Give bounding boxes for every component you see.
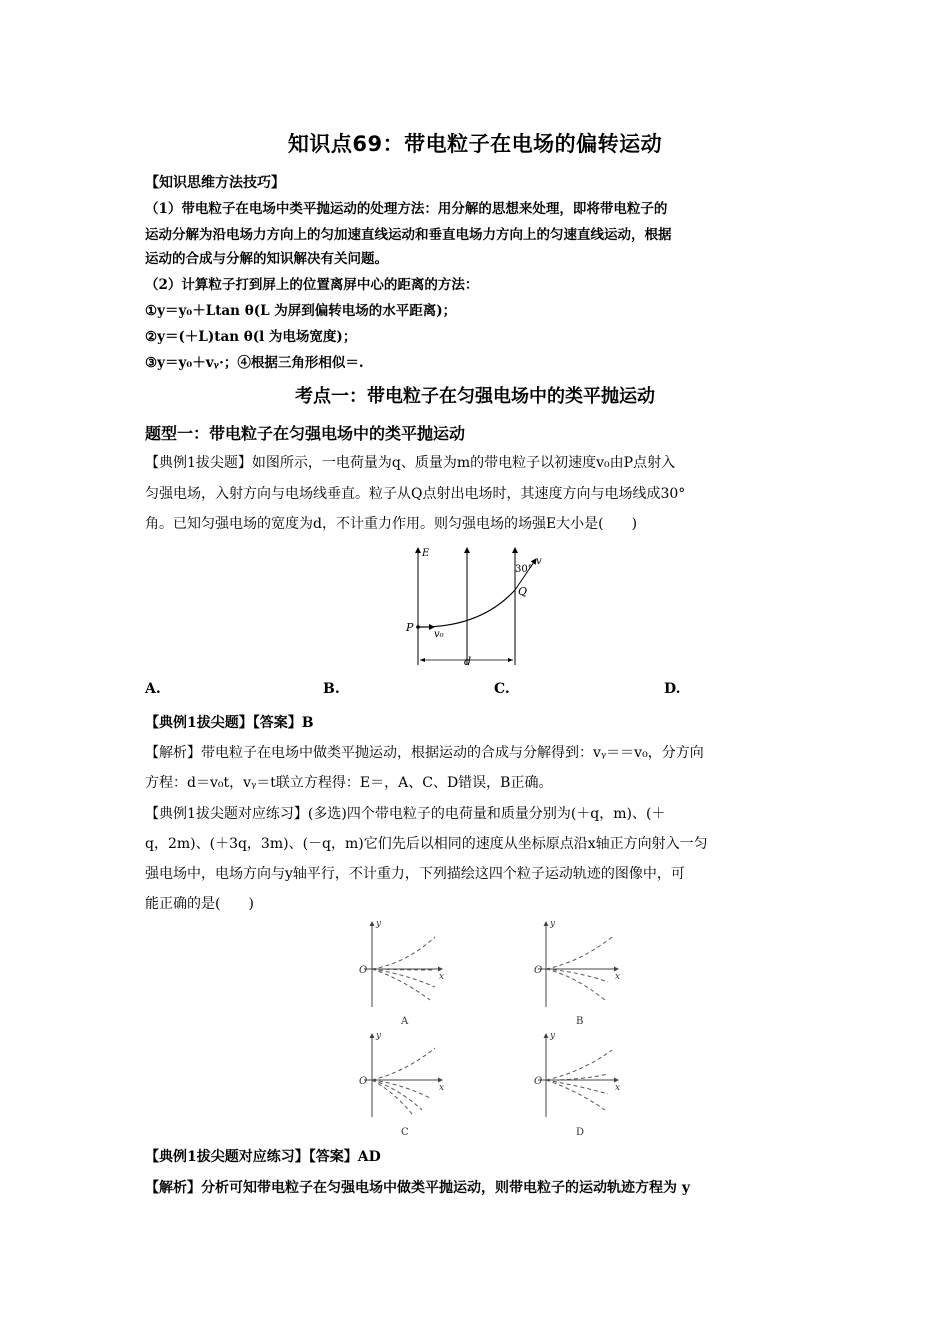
page-title: 知识点69：带电粒子在电场的偏转运动 [287,132,663,156]
graph-label: A [401,1016,409,1027]
method-line: 运动分解为沿电场力方向上的匀加速直线运动和垂直电场力方向上的匀速直线运动，根据 [145,227,672,243]
label-E: E [422,548,430,559]
answer-1: 【典例1拔尖题】【答案】B [145,715,314,731]
graph-label: B [576,1016,584,1027]
graph-a [359,919,444,1027]
practice-line: q，2m)、(＋3q，3m)、(－q，m)它们先后以相同的速度从坐标原点沿x轴正方向射入一匀 [145,836,708,852]
analysis-2: 【解析】分析可知带电粒子在匀强电场中做类平抛运动，则带电粒子的运动轨迹方程为 y [145,1180,691,1196]
graph-label: C [401,1127,409,1138]
formula-line: ①y＝y₀＋Ltan θ(L 为屏到偏转电场的水平距离)； [145,303,457,319]
label-v: v [536,556,542,567]
method-header: 【知识思维方法技巧】 [145,175,285,191]
formula-line: ③y＝y₀＋vᵧ·；④根据三角形相似＝. [145,355,364,371]
option-d: D. [664,681,681,697]
origin-label: O [359,1076,368,1087]
graph-b [534,919,620,1027]
practice-line: 【典例1拔尖题对应练习】(多选)四个带电粒子的电荷量和质量分别为(＋q，m)、(＋ [145,806,666,822]
label-P: P [406,621,414,634]
axis-x-label: x [615,1083,621,1093]
method-line: 运动的合成与分解的知识解决有关问题。 [145,251,388,267]
method-line: （2）计算粒子打到屏上的位置离屏中心的距离的方法： [145,277,479,293]
axis-x-label: x [615,972,621,982]
axis-y-label: y [550,1031,556,1041]
label-Q: Q [518,585,528,598]
option-b: B. [323,681,340,697]
option-c: C. [494,681,510,697]
axis-y-label: y [376,1031,382,1041]
example-line: 【典例1拔尖题】如图所示，一电荷量为q、质量为m的带电粒子以初速度v₀由P点射入 [145,455,676,471]
label-angle: 30° [515,564,533,575]
axis-y-label: y [376,919,382,929]
graph-c [359,1031,444,1138]
formula-line: ②y＝(＋L)tan θ(l 为电场宽度)； [145,329,357,345]
axis-x-label: x [439,1083,445,1093]
section-title: 考点一：带电粒子在匀强电场中的类平抛运动 [295,386,655,407]
origin-label: O [534,1076,543,1087]
label-v0: v₀ [434,629,444,640]
graph-label: D [576,1127,585,1138]
analysis-line: 【解析】带电粒子在电场中做类平抛运动，根据运动的合成与分解得到：vᵧ＝＝v₀，分方向 [145,745,704,761]
axis-x-label: x [439,972,445,982]
practice-line: 能正确的是( ) [145,896,254,912]
field-diagram [400,540,560,670]
label-d: d [464,655,472,668]
point-P [416,625,420,629]
origin-label: O [359,965,368,976]
option-a: A. [145,681,161,697]
origin-label: O [534,965,543,976]
graph-d [534,1031,620,1138]
practice-line: 强电场中，电场方向与y轴平行，不计重力，下列描绘这四个粒子运动轨迹的图像中，可 [145,866,685,882]
example-line: 角。已知匀强电场的宽度为d，不计重力作用。则匀强电场的场强E大小是( ) [145,516,638,532]
type-title: 题型一：带电粒子在匀强电场中的类平抛运动 [145,424,466,443]
analysis-line: 方程：d＝v₀t，vᵧ＝t联立方程得：E＝，A、C、D错误，B正确。 [145,775,553,791]
example-line: 匀强电场，入射方向与电场线垂直。粒子从Q点射出电场时，其速度方向与电场线成30° [145,486,686,502]
axis-y-label: y [550,919,556,929]
answer-2: 【典例1拔尖题对应练习】【答案】AD [145,1149,381,1165]
method-line: （1）带电粒子在电场中类平抛运动的处理方法：用分解的思想来处理，即将带电粒子的 [145,201,668,217]
trajectory-graphs [350,912,650,1142]
